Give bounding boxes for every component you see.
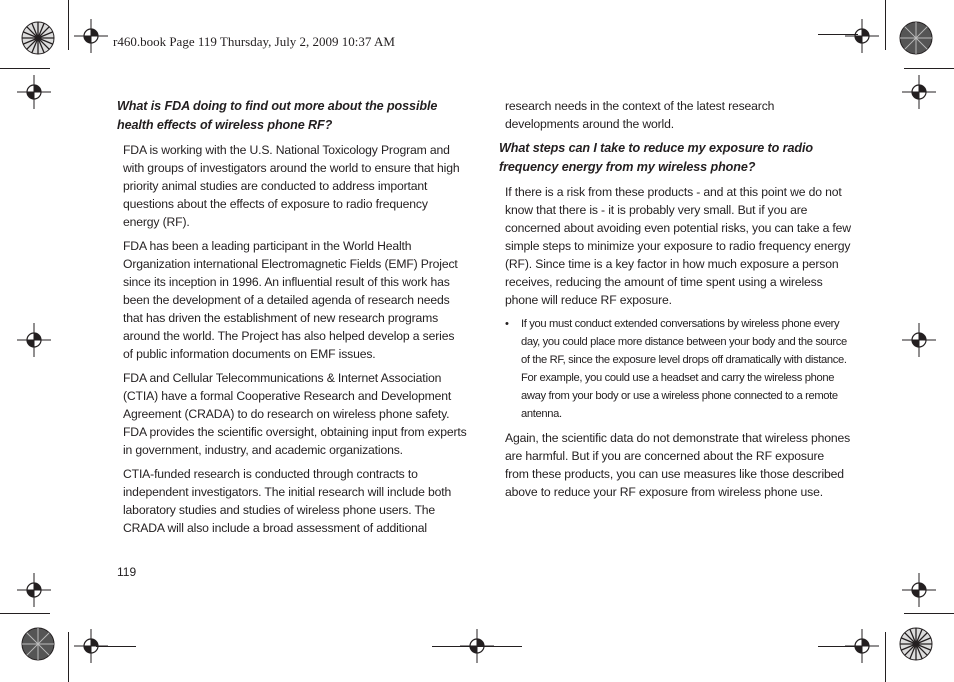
- page-number: 119: [117, 565, 137, 579]
- starburst-target-icon: [899, 627, 933, 661]
- starburst-target-icon: [899, 21, 933, 55]
- section-heading-fda-research: What is FDA doing to find out more about the possible health effects of wireless phone RF?: [117, 99, 438, 132]
- bullet-item: [505, 315, 851, 423]
- bullet-text: If you must conduct extended conversations by wireless phone every day, you could place more distance between your body and the source of the RF, since the exposure level drops off dramatically with distance. For example, you could use a headset and carry the wireless phone away from your body or use a wireless phone connected to a remote antenna.: [521, 318, 847, 420]
- registration-mark-icon: [17, 323, 51, 357]
- running-header: r460.book Page 119 Thursday, July 2, 2009 10:37 AM: [113, 34, 395, 49]
- crop-line: [885, 632, 886, 682]
- section-heading-reduce-exposure: What steps can I take to reduce my exposure to radio frequency energy from my wireless phone?: [499, 141, 813, 174]
- paragraph: Again, the scientific data do not demonstrate that wireless phones are harmful. But if you are concerned about the RF exposure from these products, you can use measures like those described above to reduce your RF exposure from wireless phone use.: [505, 431, 851, 499]
- registration-mark-icon: [74, 19, 108, 53]
- paragraph: FDA is working with the U.S. National Toxicology Program and with groups of investigators around the world to ensure that high priority animal studies are conducted to address important questions about the effects of exposure to radio frequency energy (RF).: [123, 143, 460, 229]
- crop-line: [0, 613, 50, 614]
- registration-mark-icon: [902, 323, 936, 357]
- crop-line: [904, 613, 954, 614]
- crop-line: [68, 0, 69, 50]
- registration-mark-icon: [17, 75, 51, 109]
- right-column: [499, 97, 851, 507]
- registration-mark-icon: [460, 629, 494, 663]
- continuation-paragraph: research needs in the context of the latest research developments around the world.: [505, 99, 775, 131]
- starburst-target-icon: [21, 21, 55, 55]
- registration-mark-icon: [902, 75, 936, 109]
- registration-mark-icon: [74, 629, 108, 663]
- bullet-marker: •: [505, 318, 509, 330]
- crop-line: [885, 0, 886, 50]
- crop-line: [68, 632, 69, 682]
- paragraph: FDA and Cellular Telecommunications & Internet Association (CTIA) have a formal Cooperative Research and Development Agreement (CRADA) to do research on wireless phone safety. FDA provides the scientific oversight, obtaining input from experts in government, industry, and academic organizations.: [123, 371, 467, 457]
- registration-mark-icon: [845, 19, 879, 53]
- crop-line: [0, 68, 50, 69]
- registration-mark-icon: [902, 573, 936, 607]
- paragraph: If there is a risk from these products - and at this point we do not know that there is - it is probably very small. But if you are concerned about avoiding even potential risks, you can take a few simple steps to minimize your exposure to radio frequency energy (RF). Since time is a key factor in how much exposure a person receives, reducing the amount of time spent using a wireless phone will reduce RF exposure.: [505, 185, 851, 307]
- paragraph: FDA has been a leading participant in the World Health Organization international Electromagnetic Fields (EMF) Project since its inception in 1996. An influential result of this work has been the development of a detailed agenda of research needs that has driven the establishment of new research programs around the world. The Project has also helped develop a series of public information documents on EMF issues.: [123, 239, 458, 361]
- registration-mark-icon: [845, 629, 879, 663]
- left-column: [117, 97, 467, 543]
- starburst-target-icon: [21, 627, 55, 661]
- paragraph: CTIA-funded research is conducted through contracts to independent investigators. The initial research will include both laboratory studies and studies of wireless phone users. The CRADA will also include a broad assessment of additional: [123, 467, 452, 535]
- crop-line: [904, 68, 954, 69]
- registration-mark-icon: [17, 573, 51, 607]
